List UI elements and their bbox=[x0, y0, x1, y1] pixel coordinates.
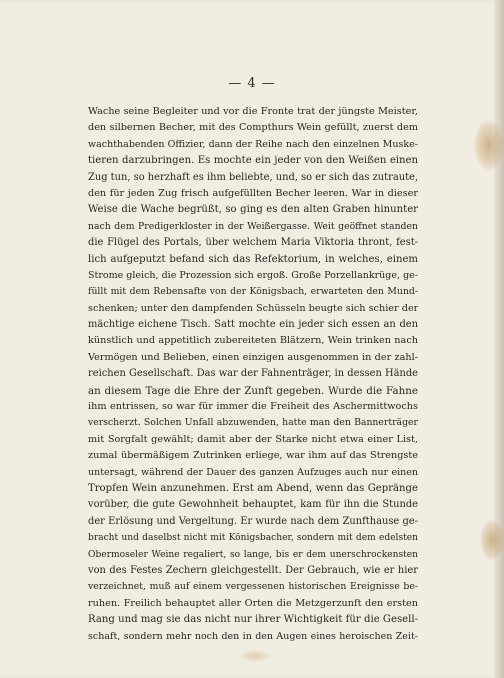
text-line: von des Festes Zechern gleichgestellt. Der Gebrauch, wie er hier bbox=[88, 564, 418, 576]
text-line: an diesem Tage die Ehre der Zunft gegeben. Wurde die Fahne bbox=[88, 384, 418, 397]
text-line: Wache seine Begleiter und vor die Fronte trat der jüngste Meister, bbox=[88, 106, 418, 117]
foxing-stain bbox=[480, 520, 504, 560]
text-line: lich aufgeputzt befand sich das Refektorium, in welches, einem bbox=[88, 253, 418, 265]
text-line: Tropfen Wein anzunehmen. Erst am Abend, wenn das Gepränge bbox=[88, 482, 418, 494]
text-line: tieren darzubringen. Es mochte ein jeder von den Weißen einen bbox=[88, 155, 418, 167]
text-line: vorüber, die gute Gewohnheit behauptet, kam für ihn die Stunde bbox=[88, 499, 418, 511]
text-line: der Erlösung und Vergeltung. Er wurde nach dem Zunfthause ge- bbox=[88, 515, 418, 527]
text-line: mächtige eichene Tisch. Satt mochte ein jeder sich essen an den bbox=[88, 319, 418, 331]
text-line: Rang und mag sie das nicht nur ihrer Wichtigkeit für die Gesell- bbox=[88, 614, 418, 626]
page-number: — 4 — bbox=[228, 76, 276, 91]
text-line: nach dem Predigerkloster in der Weißergasse. Weit geöffnet standen bbox=[88, 220, 418, 232]
foxing-stain bbox=[474, 120, 504, 170]
page-edge-shadow bbox=[494, 0, 504, 678]
text-line: Weise die Wache begrüßt, so ging es den alten Graben hinunter bbox=[88, 204, 418, 216]
text-line: den silbernen Becher, mit des Compthurs Wein gefüllt, zuerst dem bbox=[88, 122, 418, 134]
text-line: reichen Gesellschaft. Das war der Fahnenträger, in dessen Hände bbox=[88, 368, 418, 380]
text-line: füllt mit dem Rebensafte von der Königsbach, erwarteten den Mund- bbox=[88, 286, 418, 298]
text-line: verzeichnet, muß auf einem vergessenen historischen Ereignisse be- bbox=[88, 581, 418, 593]
text-line: bracht und daselbst nicht mit Königsbacher, sondern mit dem edelsten bbox=[88, 533, 418, 544]
text-line: zumal übermäßigem Zutrinken erliege, war ihm auf das Strengste bbox=[88, 450, 418, 462]
text-line: den für jeden Zug frisch aufgefüllten Becher leeren. War in dieser bbox=[88, 187, 418, 199]
text-line: ihm entrissen, so war für immer die Freiheit des Aschermittwochs bbox=[88, 401, 418, 413]
text-line: Zug tun, so herzhaft es ihm beliebte, und, so er sich das zutraute, bbox=[88, 171, 418, 183]
text-line: schenken; unter den dampfenden Schüsseln beugte sich schier der bbox=[88, 302, 418, 314]
text-line: Obermoseler Weine regaliert, so lange, bis er dem unerschrockensten bbox=[88, 549, 418, 560]
body-text bbox=[88, 104, 418, 645]
text-line: schaft, sondern mehr noch den in den Augen eines heroischen Zeit- bbox=[88, 630, 418, 642]
foxing-stain bbox=[240, 650, 270, 662]
text-line: wachthabenden Offizier, dann der Reihe nach den einzelnen Muske- bbox=[88, 138, 418, 150]
text-line: Strome gleich, die Prozession sich ergoß. Große Porzellankrüge, ge- bbox=[88, 269, 418, 281]
text-line: mit Sorgfalt gewählt; damit aber der Starke nicht etwa einer List, bbox=[88, 433, 418, 445]
text-line: künstlich und appetitlich zubereiteten Blätzern, Wein trinken nach bbox=[88, 335, 418, 347]
text-line: untersagt, während der Dauer des ganzen Aufzuges auch nur einen bbox=[88, 466, 418, 478]
text-line: ruhen. Freilich behauptet aller Orten die Metzgerzunft den ersten bbox=[88, 597, 418, 609]
text-line: die Flügel des Portals, über welchem Maria Viktoria thront, fest- bbox=[88, 237, 418, 249]
text-line: Vermögen und Belieben, einen einzigen ausgenommen in der zahl- bbox=[88, 351, 418, 363]
text-line: verscherzt. Solchen Unfall abzuwenden, hatte man den Bannerträger bbox=[88, 417, 418, 429]
